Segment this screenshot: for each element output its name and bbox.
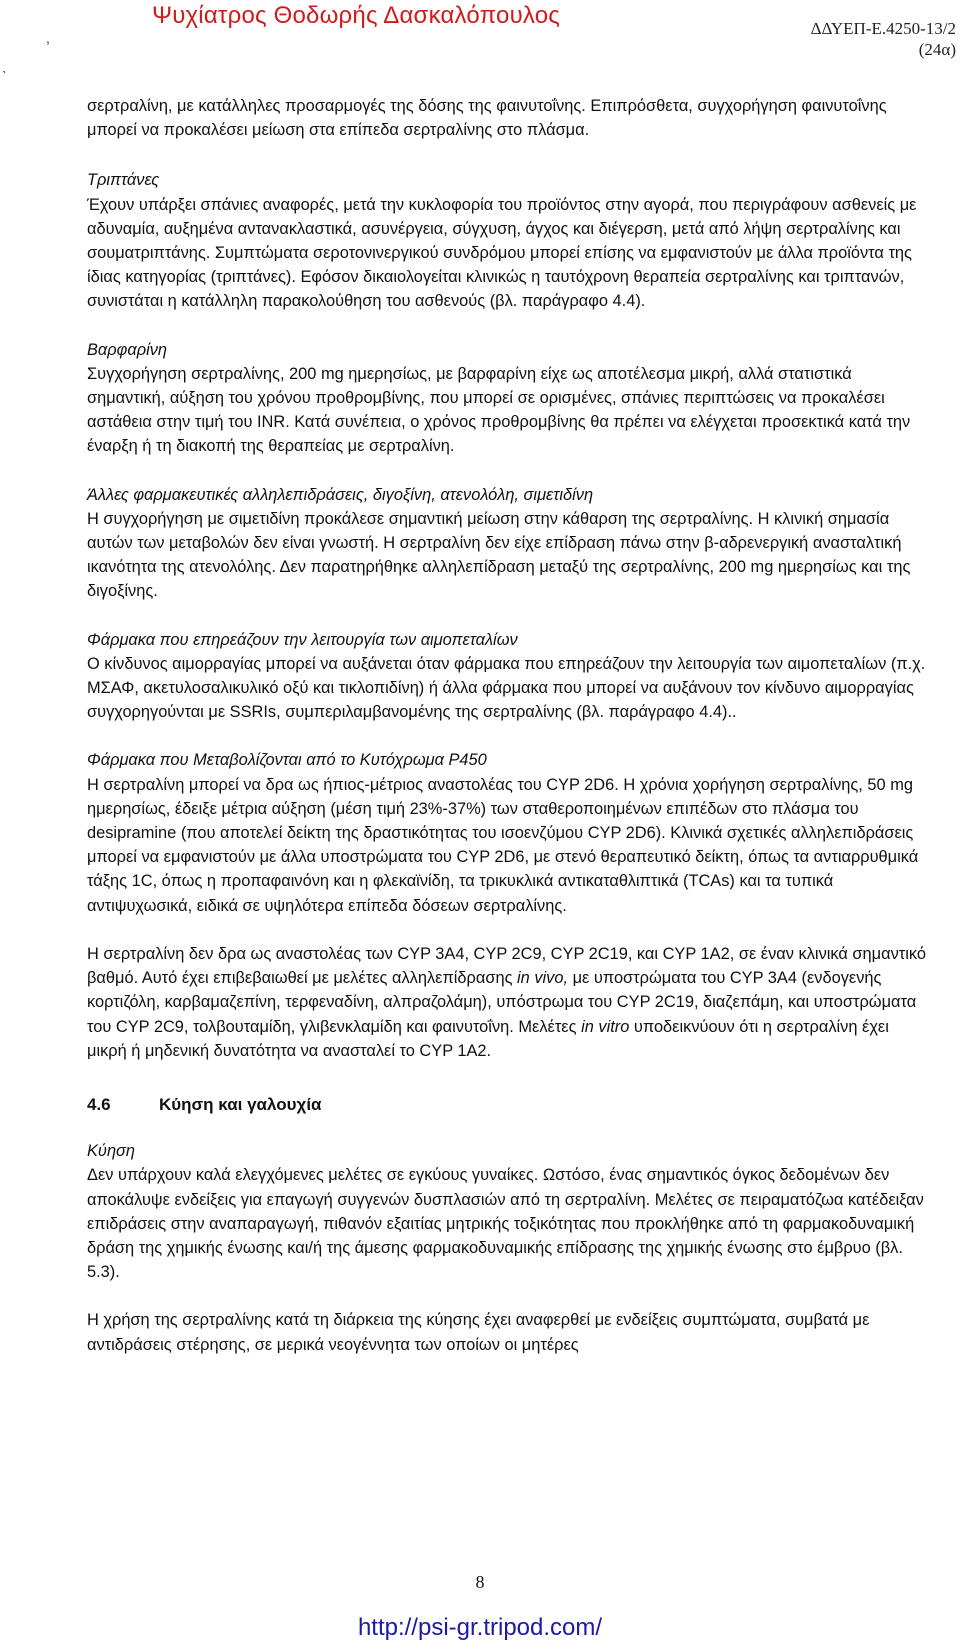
- cyp-in-vitro: in vitro: [581, 1017, 630, 1036]
- pregnancy-heading: Κύηση: [87, 1142, 136, 1161]
- intro-paragraph: σερτραλίνη, με κατάλληλες προσαρμογές της δόσης της φαινυτοΐνης. Επιπρόσθετα, συγχορήγηση φαινυτοΐνης μπορεί να προκαλέσει μείωση στα επίπεδα σερτραλίνης στο πλάσμα.: [87, 97, 887, 140]
- cyp-text-1: Η σερτραλίνη δεν δρα ως αναστολέας των CYP 3A4, CYP 2C9, CYP 2C19, και CYP 1A2, σε έναν κλινικά σημαντικό βαθμό. Αυτό έχει επιβεβαιωθεί με μελέτες αλληλεπίδρασης: [87, 944, 927, 988]
- p450-paragraph: Η σερτραλίνη μπορεί να δρα ως ήπιος-μέτριος αναστολέας του CYP 2D6. Η χρόνια χορήγηση σερτραλίνης, 50 mg ημερησίως, έδειξε μέτρια αύξηση (μέση τιμή 23%-37%) των σταθεροποιημένων επιπέδων στο πλάσμα του desipramine (που αποτελεί δείκτη της δραστικότητας του ισοενζύμου CYP 2D6). Κλινικά σχετικές αλληλεπιδράσεις μπορεί να εμφανιστούν με άλλα υποστρώματα του CYP 2D6, με στενό θεραπευτικό δείκτη, όπως τα αντιαρρυθμικά τάξης 1C, όπως η προπαφαινόνη και η φλεκαϊνίδη, τα τρικυκλικά αντικαταθλιπτικά (TCAs) και τα τυπικά αντιψυχωσικά, ειδικά σε υψηλότερα επίπεδα δόσεων σερτραλίνης.: [87, 775, 919, 915]
- warfarin-heading: Βαρφαρίνη: [87, 340, 168, 359]
- other-interactions-heading: Άλλες φαρμακευτικές αλληλεπιδράσεις, διγοξίνη, ατενολόλη, σιμετιδίνη: [87, 485, 594, 504]
- scan-mark: ,: [46, 30, 50, 46]
- document-code: [811, 18, 956, 60]
- cyp-text-2: με υποστρώματα του CYP 3A4 (ενδογενής κορτιζόλη, καρβαμαζεπίνη, τερφεναδίνη, αλπραζολάμη), υπόστρωμα του CYP 2C19, διαζεπάμη, και υποστρώματα του CYP 2C9, τολβουταμίδη, γλιβενκλαμίδη και φαινυτοΐνη. Μελέτες: [87, 969, 917, 1036]
- warfarin-paragraph: Συγχορήγηση σερτραλίνης, 200 mg ημερησίως, με βαρφαρίνη είχε ως αποτέλεσμα μικρή, αλλά στατιστικά σημαντική, αύξηση του χρόνου προθρομβίνης, που μπορεί σε ορισμένες, σπάνιες περιπτώσεις να προκαλέσει αστάθεια στην τιμή του INR. Κατά συνέπεια, ο χρόνος προθρομβίνης θα πρέπει να ελέγχεται προσεκτικά κατά την έναρξη ή τη διακοπή της θεραπείας με σερτραλίνη.: [87, 364, 911, 456]
- triptans-heading: Τριπτάνες: [87, 171, 160, 190]
- section-title: Κύηση και γαλουχία: [159, 1094, 322, 1114]
- p450-heading: Φάρμακα που Μεταβολίζονται από το Κυτόχρωμα P450: [87, 751, 487, 770]
- page-number: 8: [475, 1572, 485, 1592]
- cyp-in-vivo: in vivo,: [517, 969, 569, 988]
- platelet-drugs-paragraph: Ο κίνδυνος αιμορραγίας μπορεί να αυξάνεται όταν φάρμακα που επηρεάζουν την λειτουργία των αιμοπεταλίων (π.χ. ΜΣΑΦ, ακετυλοσαλικυλικό οξύ και τικλοπιδίνη) ή άλλα φάρμακα που μπορεί να αυξάνουν τον κίνδυνο αιμορραγίας συγχορηγούνται με SSRIs, συμπεριλαμβανομένης της σερτραλίνης (βλ. παράγραφο 4.4)..: [87, 654, 926, 722]
- pregnancy-paragraph-2: Η χρήση της σερτραλίνης κατά τη διάρκεια της κύησης έχει αναφερθεί με ενδείξεις συμπτώματα, συμβατά με αντιδράσεις στέρησης, σε μερικά νεογέννητα των οποίων οι μητέρες: [87, 1311, 870, 1354]
- document-code-sub: (24α): [918, 40, 956, 59]
- section-heading: [87, 1093, 927, 1117]
- cyp-paragraph: [87, 942, 927, 1063]
- footer-url[interactable]: http://psi-gr.tripod.com/: [357, 1614, 603, 1641]
- section-number: 4.6: [87, 1094, 111, 1114]
- scan-mark: ˋ: [2, 68, 7, 84]
- document-body: [87, 94, 927, 1357]
- pregnancy-paragraph: Δεν υπάρχουν καλά ελεγχόμενες μελέτες σε εγκύους γυναίκες. Ωστόσο, ένας σημαντικός όγκος δεδομένων δεν αποκάλυψε ενδείξεις για επαγωγή συγγενών δυσπλασιών από τη σερτραλίνη. Μελέτες σε πειραματόζωα κατέδειξαν επιδράσεις στην αναπαραγωγή, πιθανόν εξαιτίας μητρικής τοξικότητας που προκλήθηκε από τη φαρμακοδυναμική δράση της χημικής ένωσης και/ή της άμεσης φαρμακοδυναμικής επίδρασης της χημικής ένωσης στο έμβρυο (βλ. 5.3).: [87, 1166, 924, 1282]
- platelet-drugs-heading: Φάρμακα που επηρεάζουν την λειτουργία των αιμοπεταλίων: [87, 630, 518, 649]
- cyp-text-3: υποδεικνύουν ότι η σερτραλίνη έχει μικρή ή μηδενική δυνατότητα να ανασταλεί το CYP 1A2.: [87, 1017, 889, 1060]
- header-title: Ψυχίατρος Θοδωρής Δασκαλόπουλος: [151, 2, 561, 29]
- document-code-main: ΔΔΥΕΠ-Ε.4250-13/2: [810, 19, 956, 38]
- triptans-paragraph: Έχουν υπάρξει σπάνιες αναφορές, μετά την κυκλοφορία του προϊόντος στην αγορά, που περιγράφουν ασθενείς με αδυναμία, αυξημένα αντανακλαστικά, ασυνέργεια, σύγχυση, άγχος και διέγερση, μετά από λήψη σερτραλίνης και σουματριπτάνης. Συμπτώματα σεροτονινεργικού συνδρόμου μπορεί επίσης να εμφανιστούν με άλλα προϊόντα της ίδιας κατηγορίας (τριπτάνες). Εφόσον δικαιολογείται κλινικώς η ταυτόχρονη θεραπεία σερτραλίνης και τριπτανών, συνιστάται η κατάλληλη παρακολούθηση του ασθενούς (βλ. παράγραφο 4.4).: [87, 195, 917, 311]
- other-interactions-paragraph: Η συγχορήγηση με σιμετιδίνη προκάλεσε σημαντική μείωση στην κάθαρση της σερτραλίνης. Η κλινική σημασία αυτών των μεταβολών δεν είναι γνωστή. Η σερτραλίνη δεν είχε επίδραση πάνω στην β-αδρενεργική ανασταλτική ικανότητα της ατενολόλης. Δεν παρατηρήθηκε αλληλεπίδραση μεταξύ της σερτραλίνης, 200 mg ημερησίως και της διγοξίνης.: [87, 509, 911, 601]
